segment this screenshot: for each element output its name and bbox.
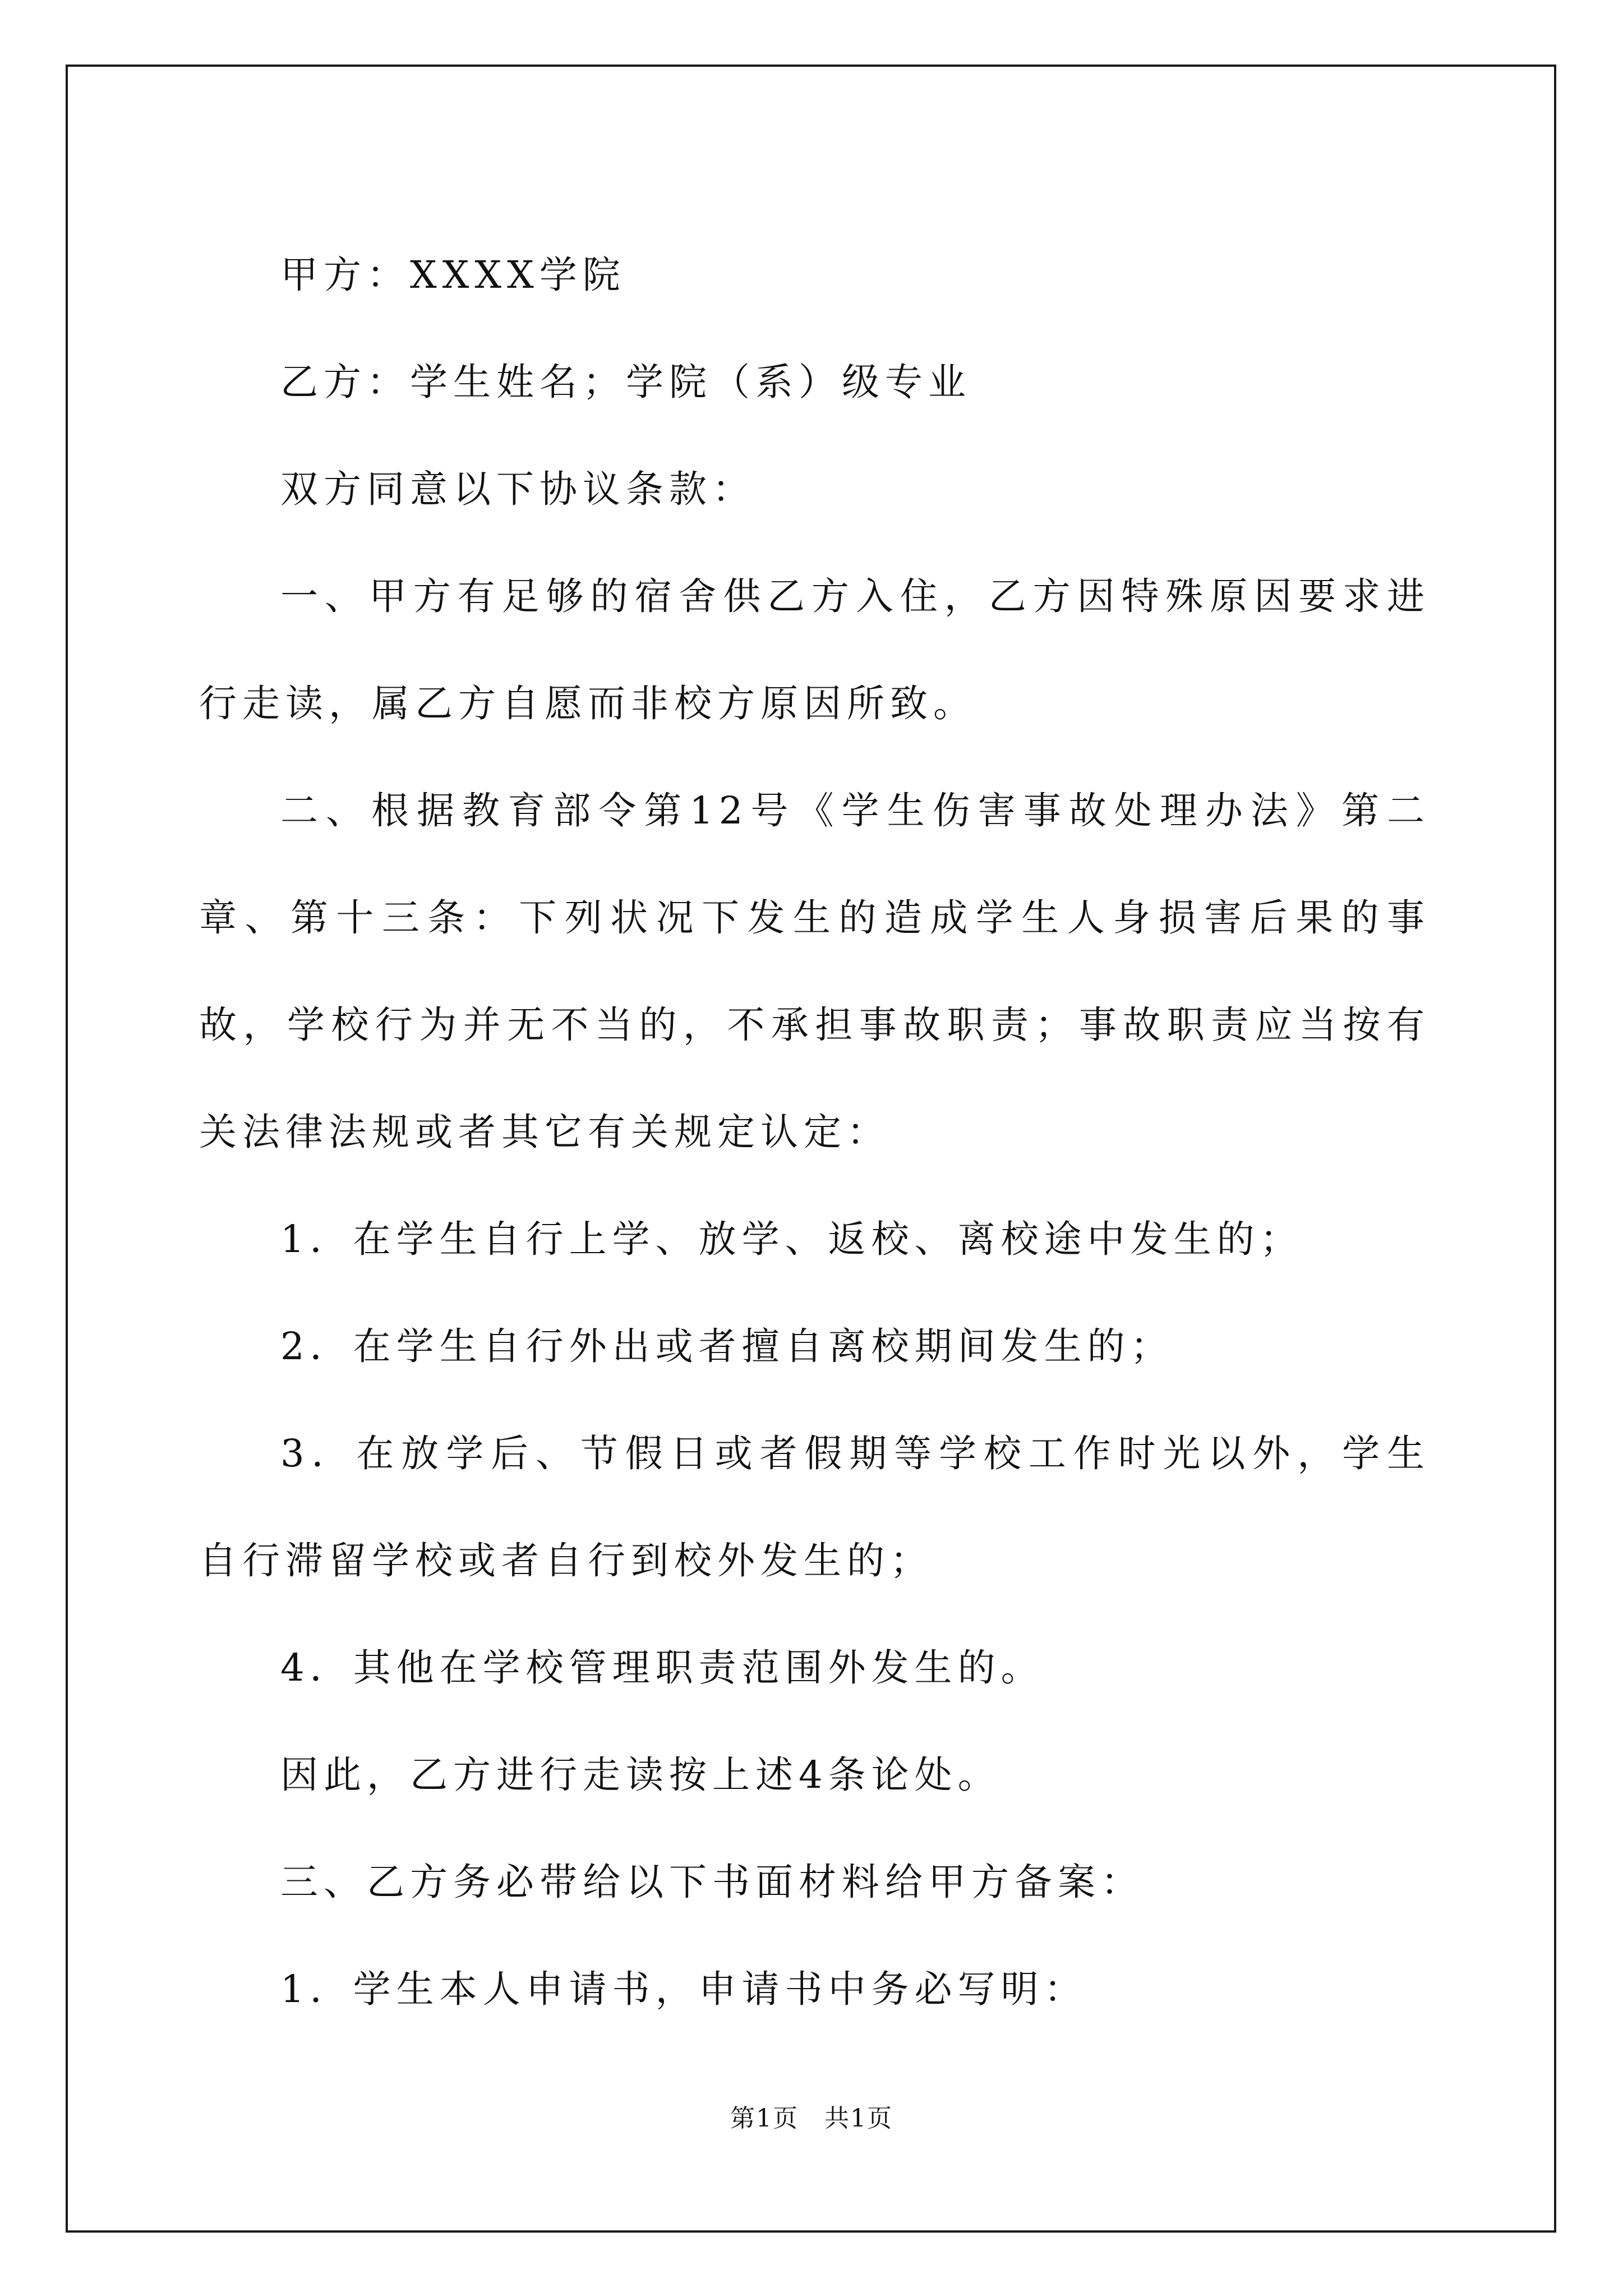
document-body xyxy=(199,222,1430,2043)
clause-2-item-3: 3．在放学后、节假日或者假期等学校工作时光以外，学生自行滞留学校或者自行到校外发生的； xyxy=(199,1432,1430,1582)
page-number-footer: 第1页 共1页 xyxy=(730,2104,893,2133)
clause-2-conclusion: 因此，乙方进行走读按上述4条论处。 xyxy=(280,1753,1001,1797)
agreement-intro: 双方同意以下协议条款： xyxy=(280,467,755,511)
party-a-line: 甲方：XXXX学院 xyxy=(280,253,626,297)
clause-2-item-2: 2．在学生自行外出或者擅自离校期间发生的； xyxy=(280,1324,1174,1368)
clause-2-item-1: 1．在学生自行上学、放学、返校、离校途中发生的； xyxy=(280,1217,1303,1261)
clause-1: 一、甲方有足够的宿舍供乙方入住，乙方因特殊原因要求进行走读，属乙方自愿而非校方原因所致。 xyxy=(199,574,1430,725)
clause-3: 三、乙方务必带给以下书面材料给甲方备案： xyxy=(280,1860,1144,1904)
clause-3-item-1: 1．学生本人申请书，申请书中务必写明： xyxy=(280,1967,1087,2011)
party-b-line: 乙方：学生姓名；学院（系）级专业 xyxy=(280,360,971,404)
clause-2-item-4: 4．其他在学校管理职责范围外发生的。 xyxy=(280,1646,1044,1690)
clause-2: 二、根据教育部令第12号《学生伤害事故处理办法》第二章、第十三条：下列状况下发生的造成学生人身损害后果的事故，学校行为并无不当的，不承担事故职责；事故职责应当按有关法律法规或者其它有关规定认定： xyxy=(199,789,1430,1154)
